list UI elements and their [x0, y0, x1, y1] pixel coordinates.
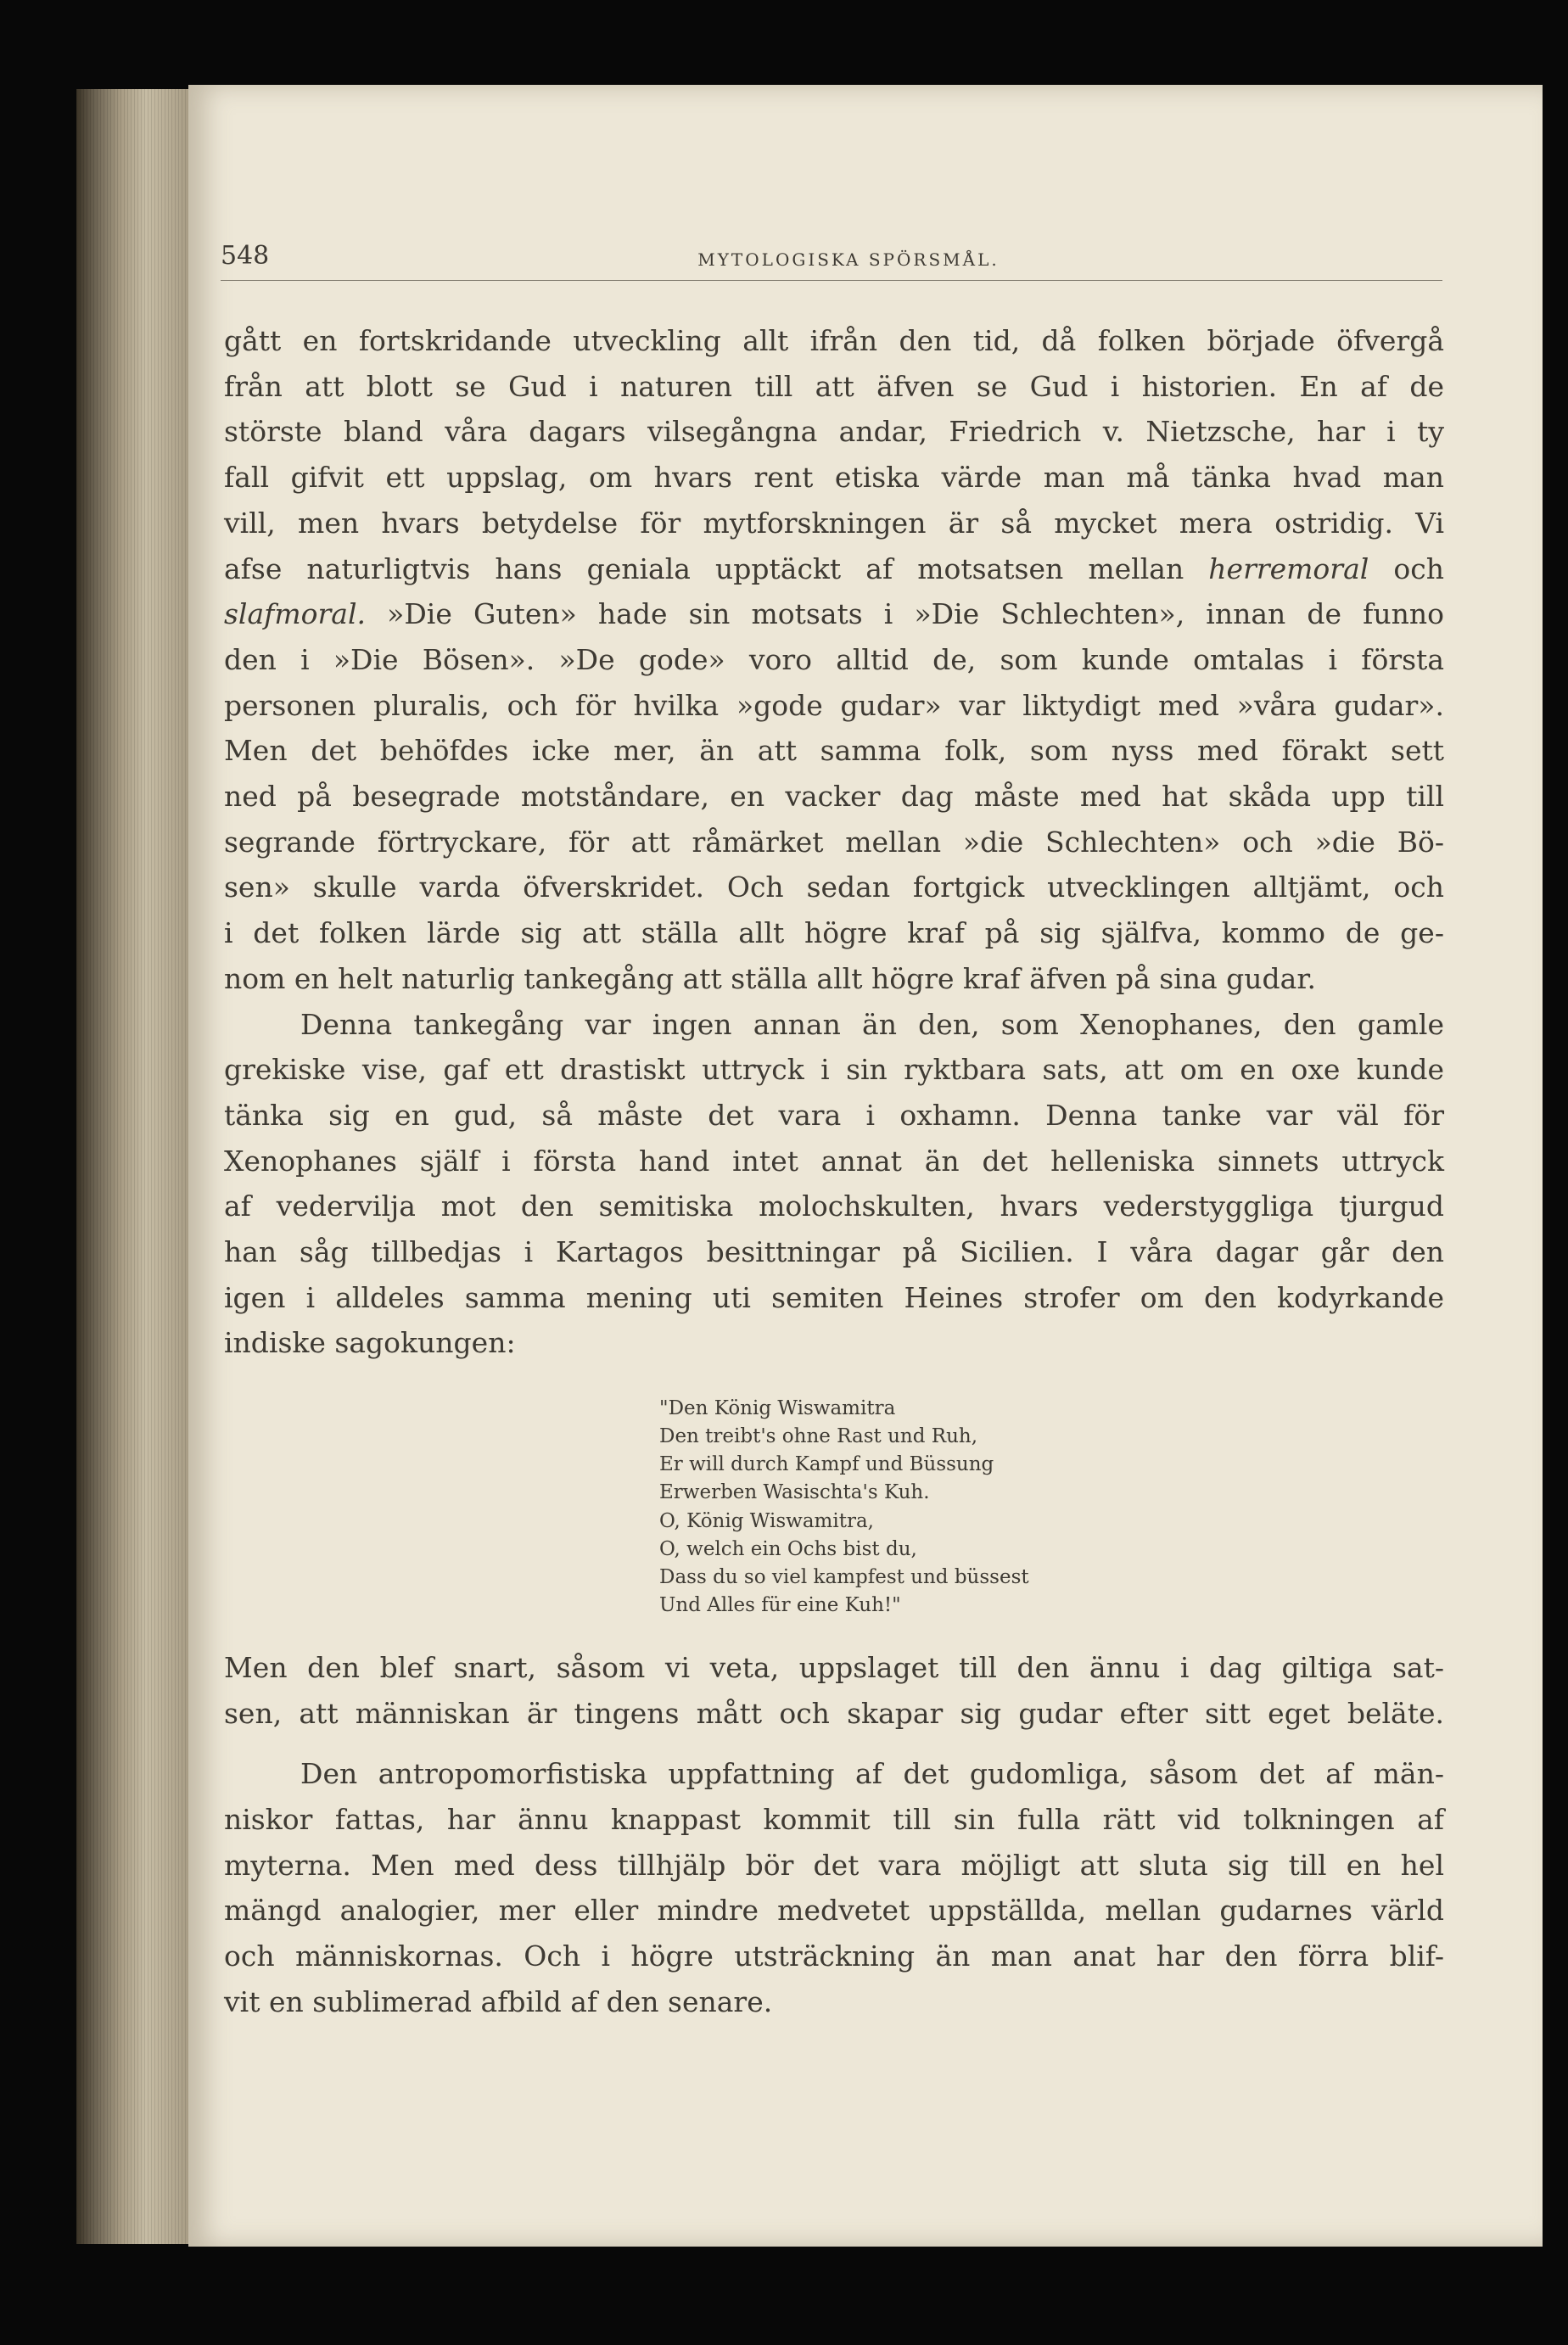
- verse-line: O, welch ein Ochs bist du,: [659, 1537, 917, 1560]
- text-line: Denna tankegång var ingen annan än den, som Xenophanes, den gamle: [300, 1007, 1444, 1041]
- page-header-title: MYTOLOGISKA SPÖRSMÅL.: [697, 249, 1000, 270]
- text-line: indiske sagokungen:: [224, 1326, 516, 1360]
- text-line: [224, 546, 1444, 592]
- verse-line: "Den König Wiswamitra: [659, 1397, 896, 1420]
- text-line: mängd analogier, mer eller mindre medvetet uppställda, mellan gudarnes värld: [224, 1894, 1444, 1928]
- text-line: segrande förtryckare, för att råmärket mellan »die Schlechten» och »die Bö-: [224, 825, 1444, 859]
- text-line: Men den blef snart, såsom vi veta, uppslaget till den ännu i dag giltiga sat-: [224, 1650, 1444, 1684]
- text-line: grekiske vise, gaf ett drastiskt uttryck i sin ryktbara sats, att om en oxe kunde: [224, 1053, 1444, 1087]
- text-line: nom en helt naturlig tankegång att ställa allt högre kraf äfven på sina gudar.: [224, 961, 1316, 995]
- text-line: fall gifvit ett uppslag, om hvars rent etiska värde man må tänka hvad man: [224, 461, 1444, 495]
- text-line: vill, men hvars betydelse för mytforskningen är så mycket mera ostridig. Vi: [224, 506, 1444, 540]
- verse-line: Den treibt's ohne Rast und Ruh,: [659, 1425, 978, 1448]
- verse-line: O, König Wiswamitra,: [659, 1509, 874, 1532]
- text-line: gått en fortskridande utveckling allt ifrån den tid, då folken började öfvergå: [224, 324, 1444, 357]
- text-line: störste bland våra dagars vilsegångna andar, Friedrich v. Nietzsche, har i ty: [224, 415, 1444, 449]
- text-run: »Die Guten» hade sin motsats i »Die Schlechten», innan de funno: [366, 597, 1444, 631]
- text-line: personen pluralis, och för hvilka »gode gudar» var liktydigt med »våra gudar».: [224, 688, 1444, 722]
- running-head: [221, 239, 1442, 281]
- paragraph-3: [224, 1645, 1444, 1736]
- text-line: Xenophanes själf i första hand intet annat än det helleniska sinnets uttryck: [224, 1144, 1444, 1178]
- text-line: sen, att människan är tingens mått och skapar sig gudar efter sitt eget beläte.: [224, 1696, 1444, 1730]
- text-line: den i »Die Bösen». »De gode» voro alltid de, som kunde omtalas i första: [224, 642, 1444, 676]
- italic-term: herremoral: [1208, 551, 1369, 585]
- text-line: tänka sig en gud, så måste det vara i oxhamn. Denna tanke var väl för: [224, 1098, 1444, 1132]
- text-line: i det folken lärde sig att ställa allt högre kraf på sig själfva, kommo de ge-: [224, 916, 1444, 950]
- text-line: Den antropomorfistiska uppfattning af det gudomliga, såsom det af män-: [300, 1757, 1444, 1791]
- page-number: 548: [221, 241, 270, 271]
- verse-quote: [659, 1395, 1444, 1620]
- italic-term: slafmoral.: [224, 597, 367, 631]
- verse-line: Und Alles für eine Kuh!": [659, 1593, 901, 1616]
- paragraph-gap: [224, 1736, 1444, 1751]
- verse-line: Dass du so viel kampfest und büssest: [659, 1565, 1029, 1588]
- text-run: och: [1369, 551, 1444, 585]
- text-line: af vedervilja mot den semitiska molochskulten, hvars vederstyggliga tjurgud: [224, 1189, 1444, 1223]
- verse-line: Er will durch Kampf und Büssung: [659, 1453, 994, 1476]
- book-page-edges: [76, 89, 204, 2244]
- text-line: sen» skulle varda öfverskridet. Och sedan fortgick utvecklingen alltjämt, och: [224, 870, 1444, 904]
- text-line: vit en sublimerad afbild af den senare.: [224, 1984, 773, 2018]
- text-line: Men det behöfdes icke mer, än att samma folk, som nyss med förakt sett: [224, 734, 1444, 768]
- verse-line: Erwerben Wasischta's Kuh.: [659, 1481, 930, 1504]
- paragraph-1: [224, 318, 1444, 1002]
- text-line: [224, 591, 1444, 637]
- text-line: myterna. Men med dess tillhjälp bör det vara möjligt att sluta sig till en hel: [224, 1848, 1444, 1882]
- paragraph-4: [224, 1751, 1444, 2024]
- paragraph-2: [224, 1002, 1444, 1367]
- text-line: niskor fattas, har ännu knappast kommit till sin fulla rätt vid tolkningen af: [224, 1803, 1444, 1837]
- text-line: han såg tillbedjas i Kartagos besittningar på Sicilien. I våra dagar går den: [224, 1235, 1444, 1269]
- text-line: från att blott se Gud i naturen till att äfven se Gud i historien. En af de: [224, 369, 1444, 403]
- text-line: ned på besegrade motståndare, en vacker dag måste med hat skåda upp till: [224, 780, 1444, 814]
- text-line: igen i alldeles samma mening uti semiten Heines strofer om den kodyrkande: [224, 1280, 1444, 1314]
- text-run: afse naturligtvis hans geniala upptäckt af motsatsen mellan: [224, 551, 1209, 585]
- body-text: [224, 318, 1444, 2025]
- text-line: och människornas. Och i högre utsträckning än man anat har den förra blif-: [224, 1939, 1444, 1973]
